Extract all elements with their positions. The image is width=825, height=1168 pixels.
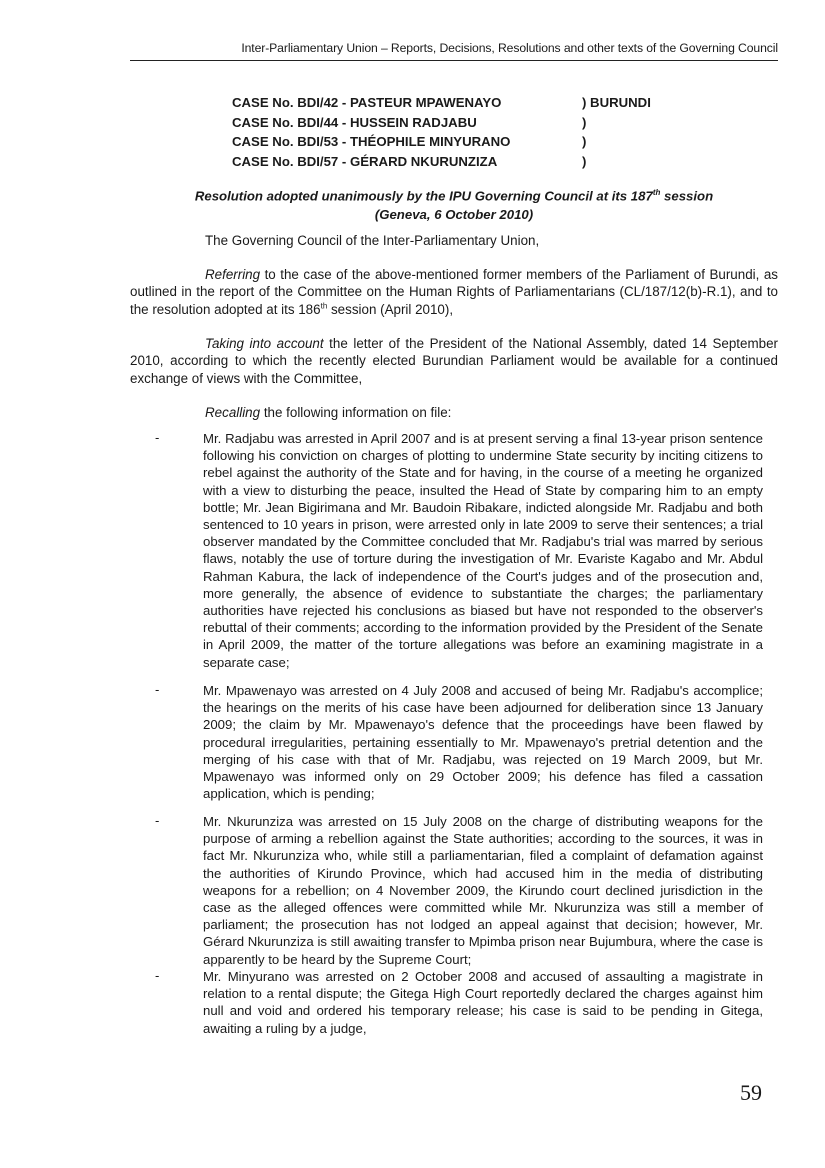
referring-sup: th [320,301,328,311]
list-item: Mr. Mpawenayo was arrested on 4 July 2008 and accused of being Mr. Radjabu's accomplice; the hearings on the merits of his case have been adjourned for deliberation since 13 January 2009; the claim by Mr. Mpawenayo's defence that the proceedings have been flawed by procedural irregularities, pertaining essentially to Mr. Mpawenayo's pretrial detention and the merging of his case with that of Mr. Radjabu, was rejected on 19 March 2009, but Mr. Mpawenayo was informed only on 29 October 2009; his defence has filed a cassation application, which is pending; [203,683,763,802]
taking-text: the letter of the President of the National Assembly, dated 14 September 2010, according to which the recently elected Burundian Parliament would be available for a continued exchange of views with the Committee, [130,336,778,386]
page-number: 59 [740,1080,762,1105]
resolution-sup: th [652,188,661,197]
list-item: Mr. Radjabu was arrested in April 2007 and is at present serving a final 13-year prison sentence following his conviction on charges of plotting to undermine State security by inciting citizens to rebel against the authority of the State and for having, in the course of a meeting he organized with a view to disturbing the peace, insulted the Head of State by comparing him to an empty bottle; Mr. Jean Bigirimana and Mr. Baudoin Ribakare, indicted alongside Mr. Radjabu and both sentenced to 10 years in prison, were arrested only in late 2009 to serve their sentences; a trial observer mandated by the Committee concluded that Mr. Radjabu's trial was marred by serious flaws, notably the use of torture during the investigation of Mr. Evariste Kagabo and Mr. Abdul Rahman Kabura, the lack of independence of the Court's judges and of the prosecution and, more generally, the absence of evidence to substantiate the charges; the parliamentary authorities have rejected his conclusions as biased but have not responded to the observer's rebuttal of their comments; according to the information provided by the President of the Senate in April 2009, the matter of the torture allegations was before an examining magistrate in a separate case; [203,431,763,670]
case-bracket: ) [582,114,587,130]
case-label: CASE No. BDI/57 - GÉRARD NKURUNZIZA [232,153,498,169]
list-item: Mr. Nkurunziza was arrested on 15 July 2008 on the charge of distributing weapons for the purpose of arming a rebellion against the State authorities; according to the sources, it was in fact Mr. Nkurunziza who, while still a parliamentarian, filed a complaint of defamation against the authorities of Kirundo Province, which had accused him in the media of distributing weapons for a rebellion; on 4 November 2009, the Kirundo court declined jurisdiction in the case as the alleged offences were committed while Mr. Nkurunziza was still a member of parliament; the prosecution has not lodged an appeal against that decision; however, Mr. Gérard Nkurunziza is still awaiting transfer to Mpimba prison near Bujumbura, where the case is apparently to be heard by the Supreme Court; [203,814,763,967]
resolution-line-2: (Geneva, 6 October 2010) [374,207,534,223]
case-bracket: ) [582,134,587,149]
resolution-text: Resolution adopted unanimously by the IPU Governing Council at its 187 [194,188,653,204]
resolution-text-end: session [660,188,714,204]
case-bracket: ) [582,153,587,169]
case-label: CASE No. BDI/44 - HUSSEIN RADJABU [232,114,477,130]
list-dash: - [155,682,160,697]
list-dash: - [155,430,160,445]
taking-paragraph [130,335,778,387]
opening-paragraph [130,232,778,249]
referring-paragraph [130,266,778,318]
header-rule [130,60,778,61]
referring-text-end: session (April 2010), [327,301,454,317]
case-row [232,132,692,152]
case-label: CASE No. BDI/42 - PASTEUR MPAWENAYO [232,95,502,110]
list-dash: - [155,968,160,983]
referring-text: to the case of the above-mentioned former members of the Parliament of Burundi, as outlined in the report of the Committee on the Human Rights of Parliamentarians (CL/187/12(b)-R.1), and to the resolution adopted at its 186 [130,267,778,317]
case-row [232,152,692,172]
running-header: Inter-Parliamentary Union – Reports, Decisions, Resolutions and other texts of the Governing Council [241,41,778,55]
recalling-text: the following information on file: [260,405,452,420]
case-bracket: ) BURUNDI [582,95,651,110]
taking-lead: Taking into account [205,336,324,351]
resolution-line-1 [130,183,778,205]
resolution-heading [130,183,778,224]
case-row [232,113,692,133]
recalling-lead: Recalling [205,405,261,420]
case-row [232,93,692,113]
list-item: Mr. Minyurano was arrested on 2 October 2008 and accused of assaulting a magistrate in relation to a rental dispute; the Gitega High Court reportedly declared the charges against him null and void and ordered his temporary release; his case is said to be pending in Gitega, awaiting a ruling by a judge, [203,969,763,1036]
case-list [232,93,692,171]
case-label: CASE No. BDI/53 - THÉOPHILE MINYURANO [232,134,511,149]
referring-lead: Referring [205,267,261,282]
list-dash: - [155,813,160,828]
opening-text: The Governing Council of the Inter-Parliamentary Union, [205,233,540,248]
recalling-paragraph [130,404,778,421]
